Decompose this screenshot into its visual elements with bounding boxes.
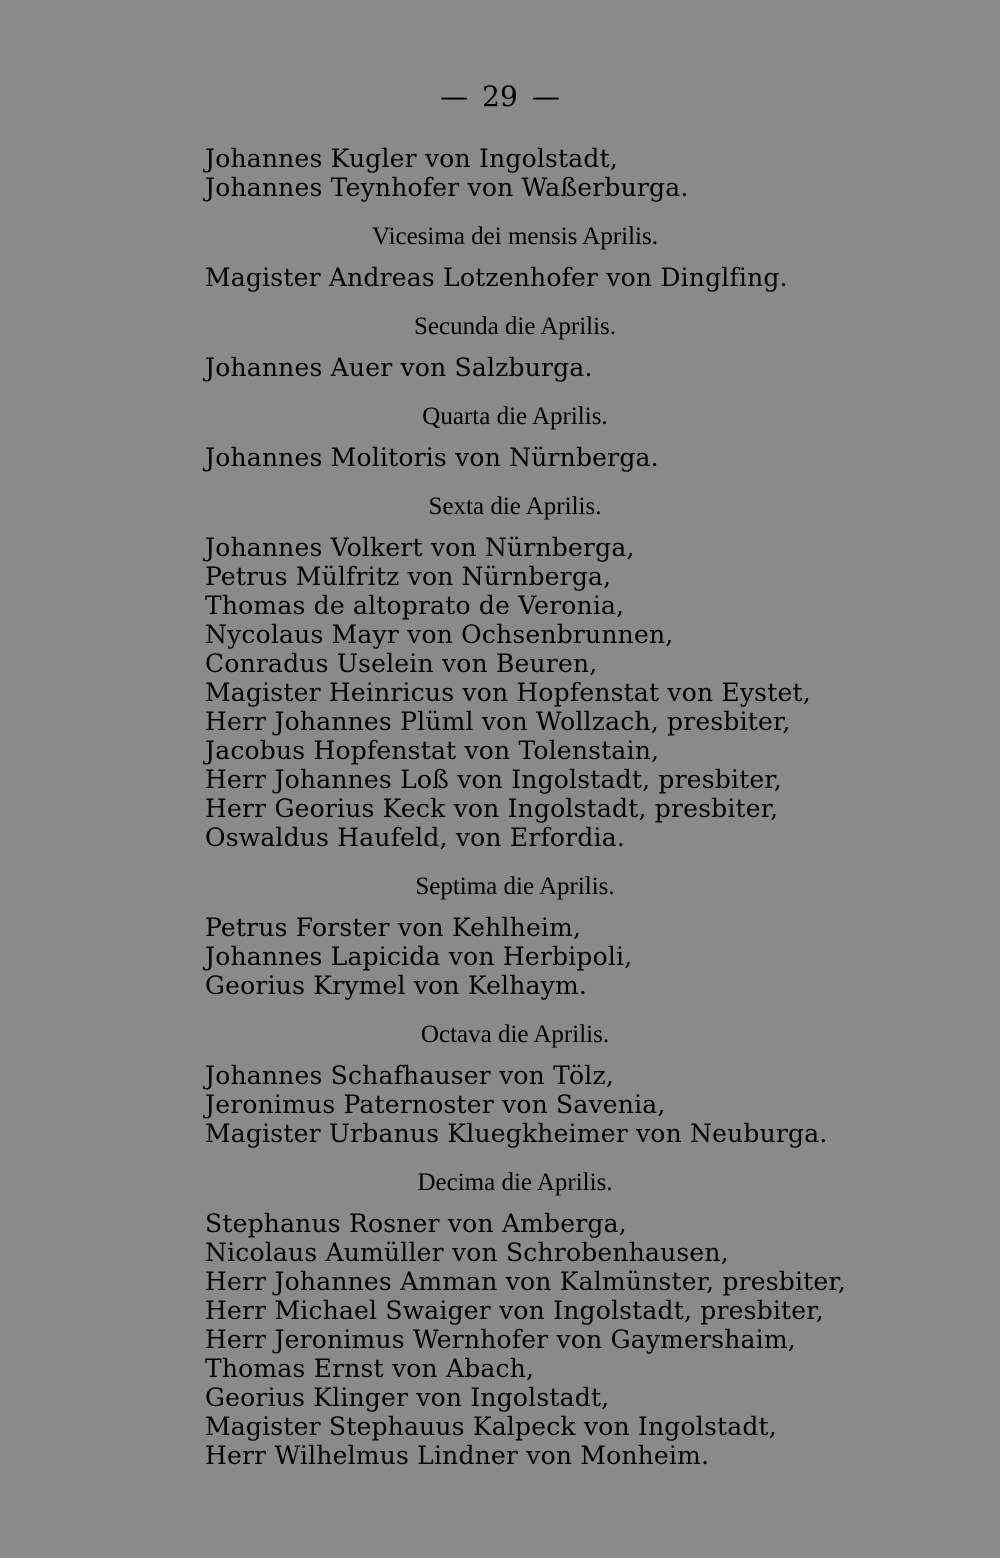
matriculation-entry: Herr Georius Keck von Ingolstadt, presbiter, — [205, 794, 779, 823]
page-number-header: — 29 — — [440, 80, 560, 113]
page-number: 29 — [482, 80, 518, 113]
matriculation-entry: Johannes Volkert von Nürnberga, — [205, 533, 635, 562]
matriculation-entry: Petrus Mülfritz von Nürnberga, — [205, 562, 612, 591]
matriculation-entry: Petrus Forster von Kehlheim, — [205, 913, 582, 942]
matriculation-entry: Jacobus Hopfenstat von Tolenstain, — [205, 736, 660, 765]
matriculation-entry: Thomas Ernst von Abach, — [205, 1354, 535, 1383]
matriculation-entry: Nicolaus Aumüller von Schrobenhausen, — [205, 1238, 729, 1267]
matriculation-entry: Johannes Kugler von Ingolstadt, — [205, 144, 618, 173]
date-section — [205, 402, 845, 472]
matriculation-entry: Thomas de altoprato de Veronia, — [205, 591, 625, 620]
matriculation-entry: Nycolaus Mayr von Ochsenbrunnen, — [205, 620, 674, 649]
date-heading: Quarta die Aprilis. — [422, 403, 608, 430]
matriculation-entry: Johannes Lapicida von Herbipoli, — [205, 942, 633, 971]
matriculation-entry: Johannes Teynhofer von Waßerburga. — [205, 173, 689, 202]
date-heading: Octava die Aprilis. — [420, 1021, 610, 1048]
register-entries — [205, 144, 845, 1490]
matriculation-entry: Johannes Auer von Salzburga. — [205, 353, 593, 382]
date-heading: Decima die Aprilis. — [417, 1169, 613, 1196]
matriculation-entry: Johannes Molitoris von Nürnberga. — [205, 443, 659, 472]
matriculation-entry: Herr Johannes Amman von Kalmünster, presbiter, — [205, 1267, 846, 1296]
matriculation-entry: Stephanus Rosner von Amberga, — [205, 1209, 627, 1238]
matriculation-entry: Magister Heinricus von Hopfenstat von Eystet, — [205, 678, 811, 707]
date-section — [205, 1168, 845, 1470]
matriculation-entry: Herr Michael Swaiger von Ingolstadt, presbiter, — [205, 1296, 824, 1325]
date-heading: Vicesima dei mensis Aprilis. — [372, 223, 658, 250]
matriculation-entry: Magister Urbanus Kluegkheimer von Neuburga. — [205, 1119, 828, 1148]
date-section — [205, 1020, 845, 1148]
matriculation-entry: Conradus Uselein von Beuren, — [205, 649, 598, 678]
date-section — [205, 872, 845, 1000]
matriculation-entry: Herr Johannes Loß von Ingolstadt, presbiter, — [205, 765, 782, 794]
matriculation-entry: Johannes Schafhauser von Tölz, — [205, 1061, 614, 1090]
matriculation-entry: Herr Jeronimus Wernhofer von Gaymershaim, — [205, 1325, 796, 1354]
matriculation-entry: Georius Klinger von Ingolstadt, — [205, 1383, 610, 1412]
date-section — [205, 222, 845, 292]
matriculation-entry: Magister Andreas Lotzenhofer von Dinglfing. — [205, 263, 788, 292]
date-section — [205, 312, 845, 382]
date-section — [205, 144, 845, 202]
matriculation-entry: Magister Stephauus Kalpeck von Ingolstadt, — [205, 1412, 777, 1441]
matriculation-entry: Herr Johannes Plüml von Wollzach, presbiter, — [205, 707, 791, 736]
matriculation-entry: Herr Wilhelmus Lindner von Monheim. — [205, 1441, 710, 1470]
matriculation-entry: Georius Krymel von Kelhaym. — [205, 971, 588, 1000]
date-heading: Secunda die Aprilis. — [413, 313, 617, 340]
date-heading: Sexta die Aprilis. — [428, 493, 602, 520]
date-heading: Septima die Aprilis. — [415, 873, 615, 900]
date-section — [205, 492, 845, 852]
matriculation-entry: Jeronimus Paternoster von Savenia, — [205, 1090, 666, 1119]
matriculation-entry: Oswaldus Haufeld, von Erfordia. — [205, 823, 625, 852]
